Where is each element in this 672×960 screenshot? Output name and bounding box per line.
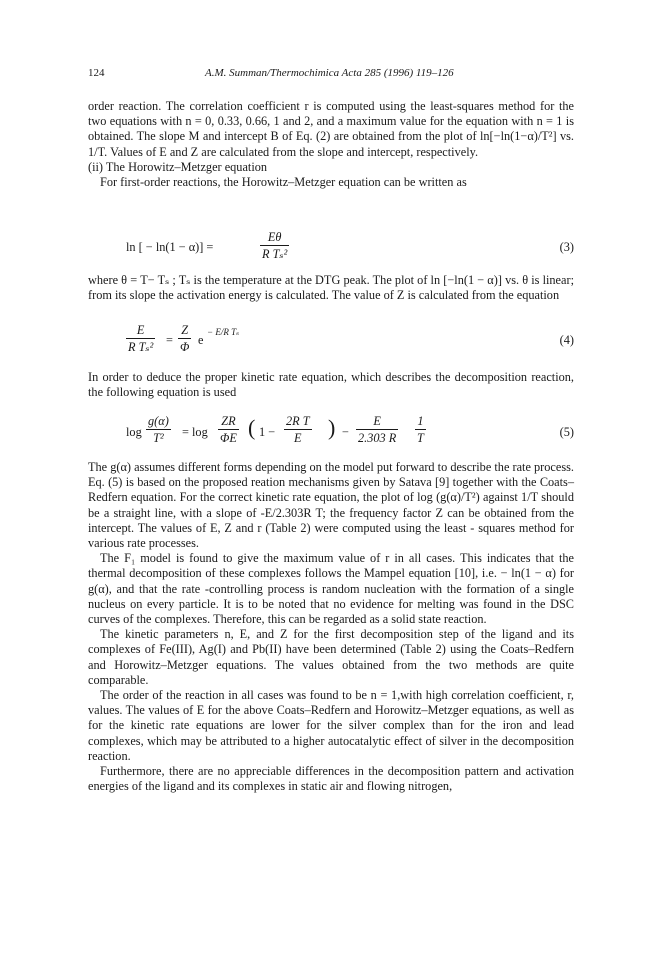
eq3-fraction <box>260 230 289 261</box>
eq4-fraction-1 <box>126 323 155 354</box>
section-heading-horowitz-metzger: (ii) The Horowitz–Metzger equation <box>88 159 268 174</box>
equation-3 <box>88 230 574 266</box>
eq5-fraction-2 <box>218 414 239 445</box>
eq5-minus: − <box>342 425 349 439</box>
text-block-1 <box>88 99 574 190</box>
text-block-4 <box>88 460 574 794</box>
eq5-log: log <box>126 425 142 439</box>
equation-5 <box>88 412 574 452</box>
running-title: A.M. Summan/Thermochimica Acta 285 (1996) 119–126 <box>205 67 454 79</box>
paragraph-9: The order of the reaction in all cases was found to be n = 1,with high correlation coefficient, r, values. The values of E for the above Coats–Redfern and Horowitz–Metzger equations, as well as for the kinetic rate equations are lower for the silver complex than for the iron and lead complexes, which may be attributed to a higher autocatalytic effect of silver in the decomposition reaction. <box>88 688 574 763</box>
eq4-equals: = <box>166 333 173 347</box>
eq5-fraction-3 <box>284 414 312 445</box>
eq4-fraction-2 <box>178 323 191 354</box>
eq5-f4-num: E <box>356 414 398 430</box>
eq5-f3-num: 2R T <box>286 414 310 428</box>
eq5-fraction-1 <box>146 414 171 445</box>
eq3-denominator: R Tₛ² <box>262 247 288 261</box>
page-number: 124 <box>88 67 105 79</box>
eq4-f1-den: R Tₛ² <box>128 340 154 354</box>
paragraph-3: For first-order reactions, the Horowitz–Metzger equation can be written as <box>100 175 467 190</box>
eq5-f1-den: T² <box>153 431 164 445</box>
eq4-f1-num: E <box>126 323 155 339</box>
paragraph-6: The g(α) assumes different forms depending on the model put forward to describe the rate process. Eq. (5) is based on the proposed reation mechanisms given by Satava [9] together with the Coats–Redfern equation. For the correct kinetic rate equation, the plot of log (g(α)/T²) against 1/T should be a straight line, with a slope of -E/2.303R T; the frequency factor Z can be obtained from the intercept. The values of E, Z and r (Table 2) were computed using the least - squares method for various rate processes. <box>88 460 574 551</box>
eq5-f1-num: g(α) <box>148 414 169 428</box>
eq5-paren-open: ( <box>248 415 256 440</box>
paragraph-7: The F₁ model is found to give the maximum value of r in all cases. This indicates that the thermal decomposition of these complexes follows the Mampel equation [10], i.e. − ln(1 − α) for g(α), and that the rate -controlling process is random nucleation with the formation of a single nucleus on every particle. It is to be noted that no evidence for melting was found in the DSC curves of the complexes. Therefore, this can be regarded as a solid state reaction. <box>88 551 574 627</box>
eq5-f5-den: T <box>417 431 424 445</box>
eq5-paren-close: ) <box>328 415 336 440</box>
paragraph-4: where θ = T− Tₛ ; Tₛ is the temperature at the DTG peak. The plot of ln [−ln(1 − α)] vs. θ is linear; from its slope the activation energy is calculated. The value of Z is calculated from the equation <box>88 273 574 303</box>
eq4-exponent: − E/R Tₛ <box>207 327 240 337</box>
eq3-numerator: Eθ <box>260 230 289 246</box>
eq5-fraction-5 <box>415 414 426 445</box>
eq4-label: (4) <box>559 333 574 347</box>
paragraph-10: Furthermore, there are no appreciable differences in the decomposition pattern and activation energies of the ligand and its complexes in static air and flowing nitrogen, <box>88 764 574 794</box>
eq3-label: (3) <box>559 240 574 254</box>
eq5-f5-num: 1 <box>415 414 426 430</box>
eq5-one-minus: 1 − <box>259 425 276 439</box>
eq5-f4-den: 2.303 R <box>358 431 397 445</box>
eq5-f2-den: ΦE <box>220 431 237 445</box>
text-block-3 <box>88 370 574 400</box>
eq4-exp-base: e <box>198 333 204 347</box>
eq5-equals-log: = log <box>182 425 208 439</box>
eq5-f3-den: E <box>294 431 302 445</box>
text-block-2 <box>88 273 574 303</box>
paragraph-5: In order to deduce the proper kinetic rate equation, which describes the decomposition reaction, the following equation is used <box>88 370 574 400</box>
eq3-lhs: ln [ − ln(1 − α)] = <box>126 240 214 254</box>
eq5-f2-num: ZR <box>218 414 239 430</box>
eq5-label: (5) <box>559 425 574 439</box>
eq4-f2-num: Z <box>178 323 191 339</box>
eq5-fraction-4 <box>356 414 398 445</box>
paragraph-8: The kinetic parameters n, E, and Z for the first decomposition step of the ligand and its complexes of Fe(III), Ag(I) and Pb(II) have been determined (Table 2) using the Coats–Redfern and Horowitz–Metzger equations. The values obtained from the two methods are quite comparable. <box>88 627 574 687</box>
running-header <box>0 67 672 83</box>
eq4-f2-den: Φ <box>180 340 190 354</box>
equation-4 <box>88 323 574 359</box>
paragraph-1: order reaction. The correlation coefficient r is computed using the least-squares method for the two equations with n = 0, 0.33, 0.66, 1 and 2, and a maximum value for the equation with n = 1 is obtained. The slope M and intercept B of Eq. (2) are obtained from the plot of ln[−ln(1−α)/T²] vs. 1/T. Values of E and Z are calculated from the slope and intercept, respectively. <box>88 99 574 159</box>
